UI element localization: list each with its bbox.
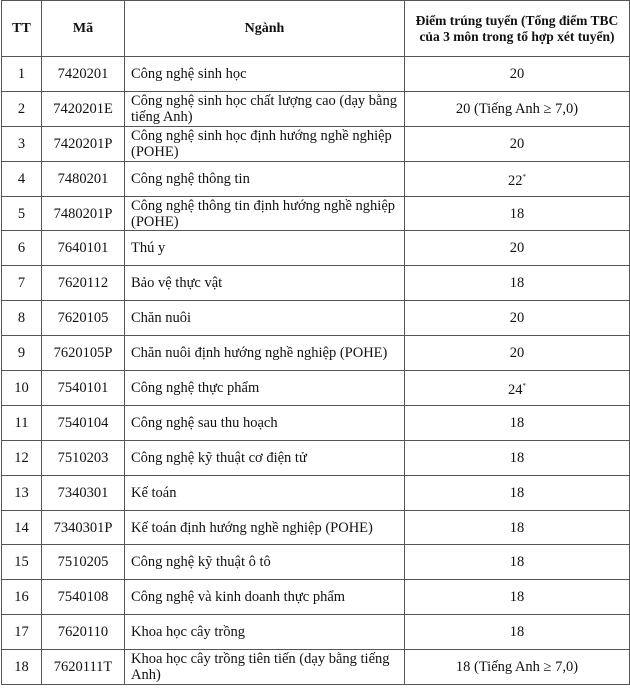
cell-ma: 7620105P	[42, 336, 125, 371]
cell-ma: 7340301	[42, 475, 125, 510]
table-row	[2, 371, 630, 406]
cell-tt: 4	[2, 161, 42, 196]
header-nganh: Ngành	[125, 1, 405, 57]
cell-nganh: Chăn nuôi	[125, 301, 405, 336]
cell-ma: 7480201P	[42, 196, 125, 231]
cell-score: 20	[405, 57, 630, 92]
cell-nganh: Khoa học cây trồng tiên tiến (dạy bằng tiếng Anh)	[125, 650, 405, 685]
cell-nganh: Công nghệ thực phẩm	[125, 371, 405, 406]
table-row	[2, 615, 630, 650]
cell-ma: 7420201	[42, 57, 125, 92]
cell-score: 18	[405, 510, 630, 545]
cell-score: 24*	[405, 371, 630, 406]
table-row	[2, 196, 630, 231]
table-body	[2, 57, 630, 685]
cell-tt: 15	[2, 545, 42, 580]
table-row	[2, 510, 630, 545]
cell-score: 20	[405, 301, 630, 336]
cell-score: 20	[405, 336, 630, 371]
cell-tt: 17	[2, 615, 42, 650]
table-row	[2, 126, 630, 161]
cell-tt: 18	[2, 650, 42, 685]
cell-ma: 7480201	[42, 161, 125, 196]
cell-nganh: Công nghệ sinh học định hướng nghề nghiệp (POHE)	[125, 126, 405, 161]
table-row	[2, 475, 630, 510]
cell-tt: 13	[2, 475, 42, 510]
cell-tt: 7	[2, 266, 42, 301]
cell-tt: 3	[2, 126, 42, 161]
cell-nganh: Kế toán định hướng nghề nghiệp (POHE)	[125, 510, 405, 545]
cell-tt: 1	[2, 57, 42, 92]
header-score: Điểm trúng tuyển (Tổng điểm TBC của 3 môn trong tổ hợp xét tuyển)	[405, 1, 630, 57]
cell-tt: 5	[2, 196, 42, 231]
cell-ma: 7420201P	[42, 126, 125, 161]
cell-ma: 7620112	[42, 266, 125, 301]
cell-ma: 7640101	[42, 231, 125, 266]
cell-ma: 7540104	[42, 405, 125, 440]
table-row	[2, 231, 630, 266]
cell-ma: 7420201E	[42, 91, 125, 126]
cell-score: 20 (Tiếng Anh ≥ 7,0)	[405, 91, 630, 126]
cell-nganh: Kế toán	[125, 475, 405, 510]
cell-ma: 7510205	[42, 545, 125, 580]
cell-nganh: Công nghệ và kinh doanh thực phẩm	[125, 580, 405, 615]
cell-tt: 12	[2, 440, 42, 475]
cell-tt: 10	[2, 371, 42, 406]
cell-score: 18	[405, 405, 630, 440]
table-row	[2, 650, 630, 685]
table-row	[2, 91, 630, 126]
cell-ma: 7540101	[42, 371, 125, 406]
cell-score: 18	[405, 545, 630, 580]
cell-score: 18 (Tiếng Anh ≥ 7,0)	[405, 650, 630, 685]
cell-tt: 11	[2, 405, 42, 440]
cell-nganh: Bảo vệ thực vật	[125, 266, 405, 301]
cell-score: 18	[405, 266, 630, 301]
cell-ma: 7620105	[42, 301, 125, 336]
cell-tt: 6	[2, 231, 42, 266]
table-row	[2, 545, 630, 580]
cell-nganh: Khoa học cây trồng	[125, 615, 405, 650]
cell-tt: 16	[2, 580, 42, 615]
cell-score: 18	[405, 440, 630, 475]
footnote-marker: *	[522, 382, 526, 391]
cell-score: 18	[405, 615, 630, 650]
cell-score: 18	[405, 475, 630, 510]
cell-ma: 7340301P	[42, 510, 125, 545]
table-row	[2, 336, 630, 371]
table-row	[2, 57, 630, 92]
table-row	[2, 266, 630, 301]
table-row	[2, 440, 630, 475]
header-ma: Mã	[42, 1, 125, 57]
footnote-marker: *	[522, 172, 526, 181]
admission-scores-table	[1, 0, 630, 685]
header-tt: TT	[2, 1, 42, 57]
cell-score: 20	[405, 126, 630, 161]
cell-nganh: Công nghệ thông tin	[125, 161, 405, 196]
cell-nganh: Công nghệ sinh học chất lượng cao (dạy bằng tiếng Anh)	[125, 91, 405, 126]
cell-ma: 7510203	[42, 440, 125, 475]
cell-ma: 7620110	[42, 615, 125, 650]
cell-nganh: Công nghệ thông tin định hướng nghề nghiệp (POHE)	[125, 196, 405, 231]
cell-nganh: Công nghệ sinh học	[125, 57, 405, 92]
cell-tt: 9	[2, 336, 42, 371]
cell-score: 18	[405, 196, 630, 231]
table-header-row	[2, 1, 630, 57]
cell-tt: 8	[2, 301, 42, 336]
table-row	[2, 580, 630, 615]
table-row	[2, 161, 630, 196]
cell-nganh: Chăn nuôi định hướng nghề nghiệp (POHE)	[125, 336, 405, 371]
cell-score: 18	[405, 580, 630, 615]
table-row	[2, 405, 630, 440]
cell-tt: 14	[2, 510, 42, 545]
cell-nganh: Công nghệ sau thu hoạch	[125, 405, 405, 440]
cell-tt: 2	[2, 91, 42, 126]
cell-ma: 7620111T	[42, 650, 125, 685]
cell-score: 22*	[405, 161, 630, 196]
cell-score: 20	[405, 231, 630, 266]
cell-ma: 7540108	[42, 580, 125, 615]
table-row	[2, 301, 630, 336]
cell-nganh: Công nghệ kỹ thuật ô tô	[125, 545, 405, 580]
cell-nganh: Công nghệ kỹ thuật cơ điện tử	[125, 440, 405, 475]
cell-nganh: Thú y	[125, 231, 405, 266]
